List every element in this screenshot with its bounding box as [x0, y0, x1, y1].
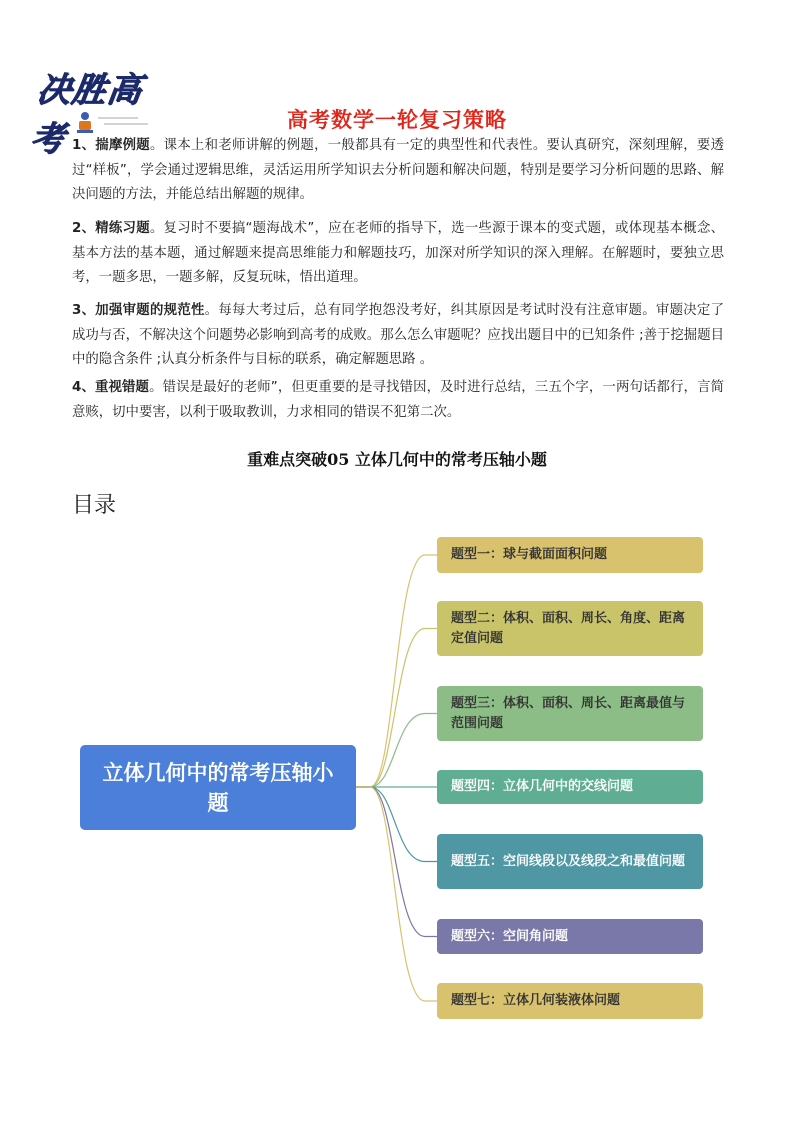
mindmap-connector-7: [356, 787, 437, 1001]
mindmap-node-6: 题型六：空间角问题: [437, 919, 703, 954]
paragraph-text: 。复习时不要搞“题海战术”，应在老师的指导下，选一些源于课本的变式题，或体现基本概念、基本方法的基本题，通过解题来提高思维能力和解题技巧，加深对所学知识的深入理解。在解题时，要独立思考，一题多思，一题多解，反复玩味，悟出道理。: [72, 221, 724, 285]
paragraph-text: 。每每大考过后，总有同学抱怨没考好，纠其原因是考试时没有注意审题。审题决定了成功与否，不解决这个问题势必影响到高考的成败。那么怎么审题呢？应找出题目中的已知条件 ;善于挖掘题目中的隐含条件 ;认真分析条件与目标的联系，确定解题思路 。: [72, 303, 724, 367]
logo-text: 决胜高考: [27, 70, 145, 159]
page-title: 高考数学一轮复习策略: [287, 108, 507, 132]
mindmap-node-3: 题型三：体积、面积、周长、距离最值与范围问题: [437, 686, 703, 741]
paragraph-heading: 3、加强审题的规范性: [72, 303, 205, 318]
mindmap-node-7: 题型七：立体几何装液体问题: [437, 983, 703, 1019]
paragraph-heading: 2、精练习题: [72, 221, 150, 236]
mindmap-connector-3: [356, 714, 437, 788]
paragraph-text: 。课本上和老师讲解的例题，一般都具有一定的典型性和代表性。要认真研究，深刻理解，要透过“样板”，学会通过逻辑思维，灵活运用所学知识去分析问题和解决问题，特别是要学习分析问题的思路、解决问题的方法，并能总结出解题的规律。: [72, 138, 725, 202]
mindmap-node-2: 题型二：体积、面积、周长、角度、距离定值问题: [437, 601, 703, 656]
paragraph-heading: 1、揣摩例题: [72, 138, 150, 153]
mindmap-connector-2: [356, 629, 437, 788]
paragraph-heading: 4、重视错题: [72, 380, 150, 395]
mindmap-connector-5: [356, 787, 437, 862]
section-title: 重难点突破05 立体几何中的常考压轴小题: [247, 450, 547, 469]
mindmap-center-node: 立体几何中的常考压轴小题: [80, 745, 356, 830]
mindmap-connector-1: [356, 555, 437, 787]
toc-heading: 目录: [72, 493, 117, 518]
mindmap-node-4: 题型四：立体几何中的交线问题: [437, 770, 703, 804]
mindmap-node-1: 题型一：球与截面面积问题: [437, 537, 703, 573]
paragraph-text: 。错误是最好的老师”，但更重要的是寻找错因，及时进行总结，三五个字，一两句话都行，言简意赅，切中要害，以利于吸取教训，力求相同的错误不犯第二次。: [72, 380, 724, 420]
mindmap-node-5: 题型五：空间线段以及线段之和最值问题: [437, 834, 703, 889]
